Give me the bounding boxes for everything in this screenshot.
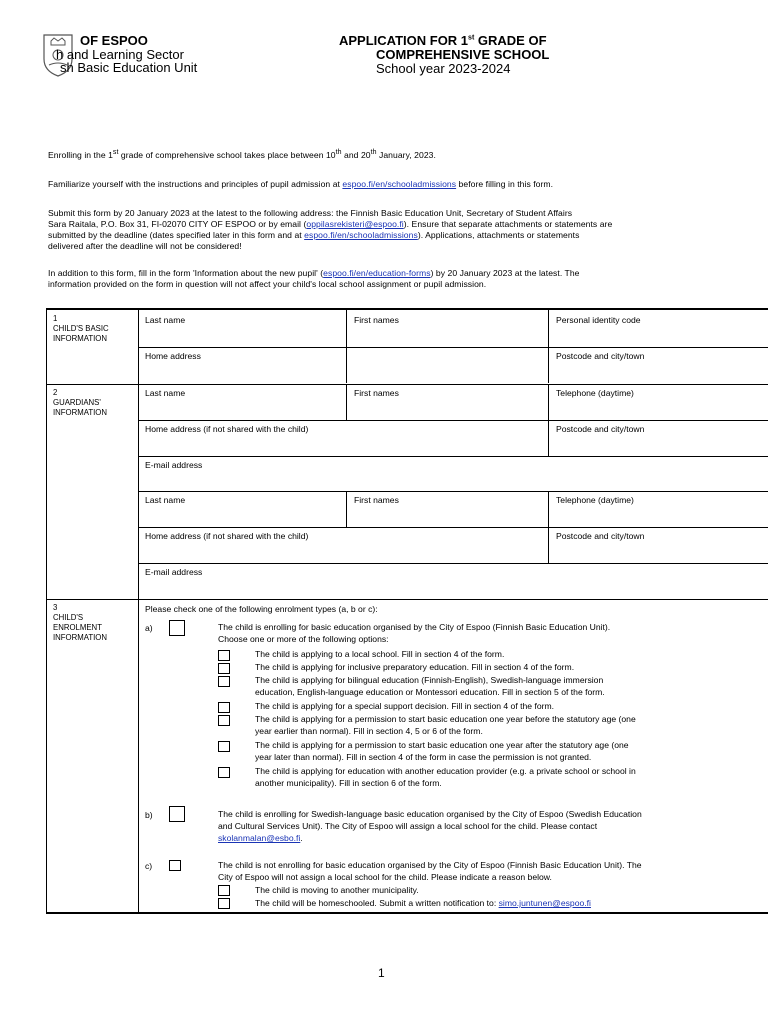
option-a-sub-text: The child is applying for bilingual education (Finnish-English), Swedish-language immersion education, English-language education or Montessori education. Fill in section 5 of the form. [255, 675, 605, 697]
intro-enrolment-dates: Enrolling in the 1st grade of comprehensive school takes place between 10th and 20th January, 2023. [48, 149, 436, 160]
option-a-sub-checkbox[interactable] [218, 702, 230, 713]
school-admissions-link[interactable]: espoo.fi/en/schooladmissions [342, 179, 457, 189]
option-a-sub-checkbox[interactable] [218, 741, 230, 752]
option-a-sub-checkbox[interactable] [218, 767, 230, 778]
option-c-checkbox[interactable] [169, 860, 181, 871]
guardian1-first-names-field[interactable]: First names [354, 388, 399, 398]
option-a-sub-text: The child is applying for inclusive preparatory education. Fill in section 4 of the form. [255, 662, 575, 672]
option-b-label: b) [145, 810, 153, 820]
enrolment-instruction: Please check one of the following enrolment types (a, b or c): [145, 604, 378, 614]
child-last-name-field[interactable]: Last name [145, 315, 186, 325]
title-sup: st [468, 34, 475, 42]
guardian2-postcode-field[interactable]: Postcode and city/town [556, 531, 645, 541]
education-forms-link[interactable]: espoo.fi/en/education-forms [323, 268, 431, 278]
simo-juntunen-email-link[interactable]: simo.juntunen@espoo.fi [498, 898, 591, 908]
guardian2-email-field[interactable]: E-mail address [145, 567, 203, 577]
option-a-sub-checkbox[interactable] [218, 650, 230, 661]
guardian1-home-address-field[interactable]: Home address (if not shared with the child) [145, 424, 309, 434]
option-a-sub-text: The child is applying to a local school. Fill in section 4 of the form. [255, 649, 505, 659]
intro-new-pupil-form: In addition to this form, fill in the form 'Information about the new pupil' (espoo.fi/en/education-forms) by 20 January 2023 at the latest. The information provided on the form in question will not affect your child's local school assignment or pupil admission. [48, 268, 580, 289]
option-b-checkbox[interactable] [169, 806, 185, 822]
section-3-heading: 3 CHILD'S ENROLMENT INFORMATION [53, 603, 107, 642]
page-number: 1 [378, 966, 385, 980]
child-home-address-field[interactable]: Home address [145, 351, 201, 361]
guardian1-telephone-field[interactable]: Telephone (daytime) [556, 388, 634, 398]
guardian2-last-name-field[interactable]: Last name [145, 495, 186, 505]
option-c-text: The child is not enrolling for basic education organised by the City of Espoo (Finnish Basic Education Unit). The City of Espoo will not assign a local school for the child. Please indicate a reason below. [218, 860, 642, 882]
guardian2-first-names-field[interactable]: First names [354, 495, 399, 505]
org-name: OF ESPOO [80, 33, 148, 48]
intro-instructions: Familiarize yourself with the instructions and principles of pupil admission at espoo.fi/en/schooladmissions before filling in this form. [48, 179, 554, 189]
option-a-label: a) [145, 623, 153, 633]
child-postcode-field[interactable]: Postcode and city/town [556, 351, 645, 361]
child-first-names-field[interactable]: First names [354, 315, 399, 325]
skolanmalan-email-link[interactable]: skolanmalan@esbo.fi [218, 833, 301, 843]
option-a-text: The child is enrolling for basic education organised by the City of Espoo (Finnish Basic Education Unit). Choose one or more of the following options: [218, 622, 611, 644]
homeschool-option-text: The child will be homeschooled. Submit a written notification to: simo.juntunen@espoo.fi [255, 898, 591, 908]
school-admissions-link-2[interactable]: espoo.fi/en/schooladmissions [304, 230, 418, 240]
option-b-text: The child is enrolling for Swedish-language basic education organised by the City of Espoo (Swedish Education and Cultural Services Unit). The City of Espoo will assign a local school for the child. Please contact skolanmalan@esbo.fi. [218, 809, 642, 843]
moving-option-text: The child is moving to another municipality. [255, 885, 419, 895]
option-a-sub-text: The child is applying for a permission to start basic education one year before the statutory age (one year earlier than normal). Fill in section 4, 5 or 6 of the form. [255, 714, 636, 736]
org-unit: sh Basic Education Unit [60, 60, 198, 75]
child-personal-id-field[interactable]: Personal identity code [556, 315, 641, 325]
option-a-sub-checkbox[interactable] [218, 676, 230, 687]
option-a-checkbox[interactable] [169, 620, 185, 636]
title-line1: APPLICATION FOR 1 [339, 33, 469, 48]
section-1-heading: 1 CHILD'S BASIC INFORMATION [53, 314, 109, 343]
homeschool-checkbox[interactable] [218, 898, 230, 909]
title-line1-end: GRADE OF [474, 33, 547, 48]
option-c-label: c) [145, 861, 153, 871]
school-year: School year 2023-2024 [376, 61, 511, 76]
option-a-sub-text: The child is applying for a special support decision. Fill in section 4 of the form. [255, 701, 555, 711]
org-sector: h and Learning Sector [56, 46, 184, 62]
option-a-sub-checkbox[interactable] [218, 663, 230, 674]
application-form-table [46, 308, 768, 914]
guardian1-last-name-field[interactable]: Last name [145, 388, 186, 398]
organization-header [48, 34, 197, 75]
guardian2-telephone-field[interactable]: Telephone (daytime) [556, 495, 634, 505]
guardian1-postcode-field[interactable]: Postcode and city/town [556, 424, 645, 434]
form-title [339, 34, 549, 76]
guardian1-email-field[interactable]: E-mail address [145, 460, 203, 470]
option-a-sub-text: The child is applying for a permission to start basic education one year after the statutory age (one year later than normal). Fill in section 4 of the form in case the permission is not granted. [255, 740, 629, 762]
option-a-sub-text: The child is applying for education with another education provider (e.g. a private school or school in another municipality). Fill in section 6 of the form. [255, 766, 636, 788]
intro-submission: Submit this form by 20 January 2023 at the latest to the following address: the Finnish Basic Education Unit, Secretary of Student Affairs Sara Raitala, P.O. Box 31, FI-02070 CITY OF ESPOO or by email (oppilasrekisteri@espoo.fi). Ensure that separate attachments or statements are submitted by the deadline (dates specified later in this form and at espoo.fi/en/schooladmissions). Applications, attachments or statements delivered after the deadline will not be considered! [48, 208, 613, 251]
moving-checkbox[interactable] [218, 885, 230, 896]
guardian2-home-address-field[interactable]: Home address (if not shared with the child) [145, 531, 309, 541]
title-line2: COMPREHENSIVE SCHOOL [376, 47, 550, 62]
oppilasrekisteri-email-link[interactable]: oppilasrekisteri@espoo.fi [306, 219, 404, 229]
section-2-heading: 2 GUARDIANS' INFORMATION [53, 388, 107, 417]
option-a-sub-checkbox[interactable] [218, 715, 230, 726]
